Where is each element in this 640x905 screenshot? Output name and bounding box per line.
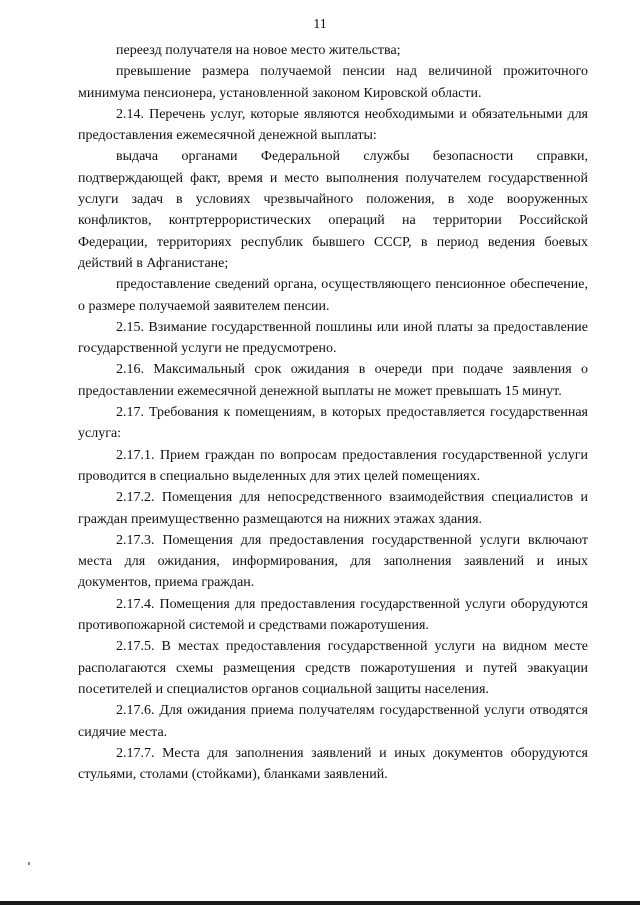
paragraph-2-17-1: 2.17.1. Прием граждан по вопросам предоставления государственной услуги проводится в специально выделенных для этих целей помещениях. (78, 447, 588, 484)
paragraph-2-17-3: 2.17.3. Помещения для предоставления государственной услуги включают места для ожидания, информирования, для заполнения заявлений и иных документов, приема граждан. (78, 532, 588, 591)
paragraph-2-17-4: 2.17.4. Помещения для предоставления государственной услуги оборудуются противопожарной системой и средствами пожаротушения. (78, 596, 588, 634)
paragraph-2-17-5: 2.17.5. В местах предоставления государственной услуги на видном месте располагаются схемы размещения средств пожаротушения и путей эвакуации посетителей и специалистов органов социальной защиты населения. (78, 639, 588, 697)
paragraph-2-17-2: 2.17.2. Помещения для непосредственного взаимодействия специалистов и граждан преимущественно размещаются на нижних этажах здания. (78, 490, 588, 527)
paragraph-pension-info: предоставление сведений органа, осуществляющего пенсионное обеспечение, о размере получаемой заявителем пенсии. (78, 277, 588, 314)
paragraph-2-17-6: 2.17.6. Для ожидания приема получателям государственной услуги отводятся сидячие места. (78, 703, 588, 740)
paragraph-2-17: 2.17. Требования к помещениям, в которых предоставляется государственная услуга: (78, 405, 588, 442)
paragraph-2-16: 2.16. Максимальный срок ожидания в очереди при подаче заявления о предоставлении ежемесячной денежной выплаты не может превышать 15 минут. (78, 362, 588, 399)
scan-artifact (28, 862, 30, 865)
page-number: 11 (313, 17, 327, 32)
paragraph-2-14: 2.14. Перечень услуг, которые являются необходимыми и обязательными для предоставления ежемесячной денежной выплаты: (78, 106, 588, 144)
paragraph-2-15: 2.15. Взимание государственной пошлины или иной платы за предоставление государственной услуги не предусмотрено. (78, 319, 588, 357)
scan-edge-strip (0, 901, 640, 905)
paragraph-2-17-7: 2.17.7. Места для заполнения заявлений и иных документов оборудуются стульями, столами (стойками), бланками заявлений. (78, 745, 588, 783)
document-body (78, 40, 588, 785)
paragraph-pension-excess: превышение размера получаемой пенсии над величиной прожиточного минимума пенсионера, установленной законом Кировской области. (78, 64, 588, 101)
paragraph-relocation: переезд получателя на новое место жительства; (116, 43, 401, 58)
paragraph-fsb-certificate: выдача органами Федеральной службы безопасности справки, подтверждающей факт, время и место выполнения получателем государственной услуги задач в условиях чрезвычайного положения, в ходе вооруженных конфликтов, контртеррористических операций на территории Российской Федерации, территориях республик бывшего СССР, в период ведения боевых действий в Афганистане; (78, 149, 588, 271)
